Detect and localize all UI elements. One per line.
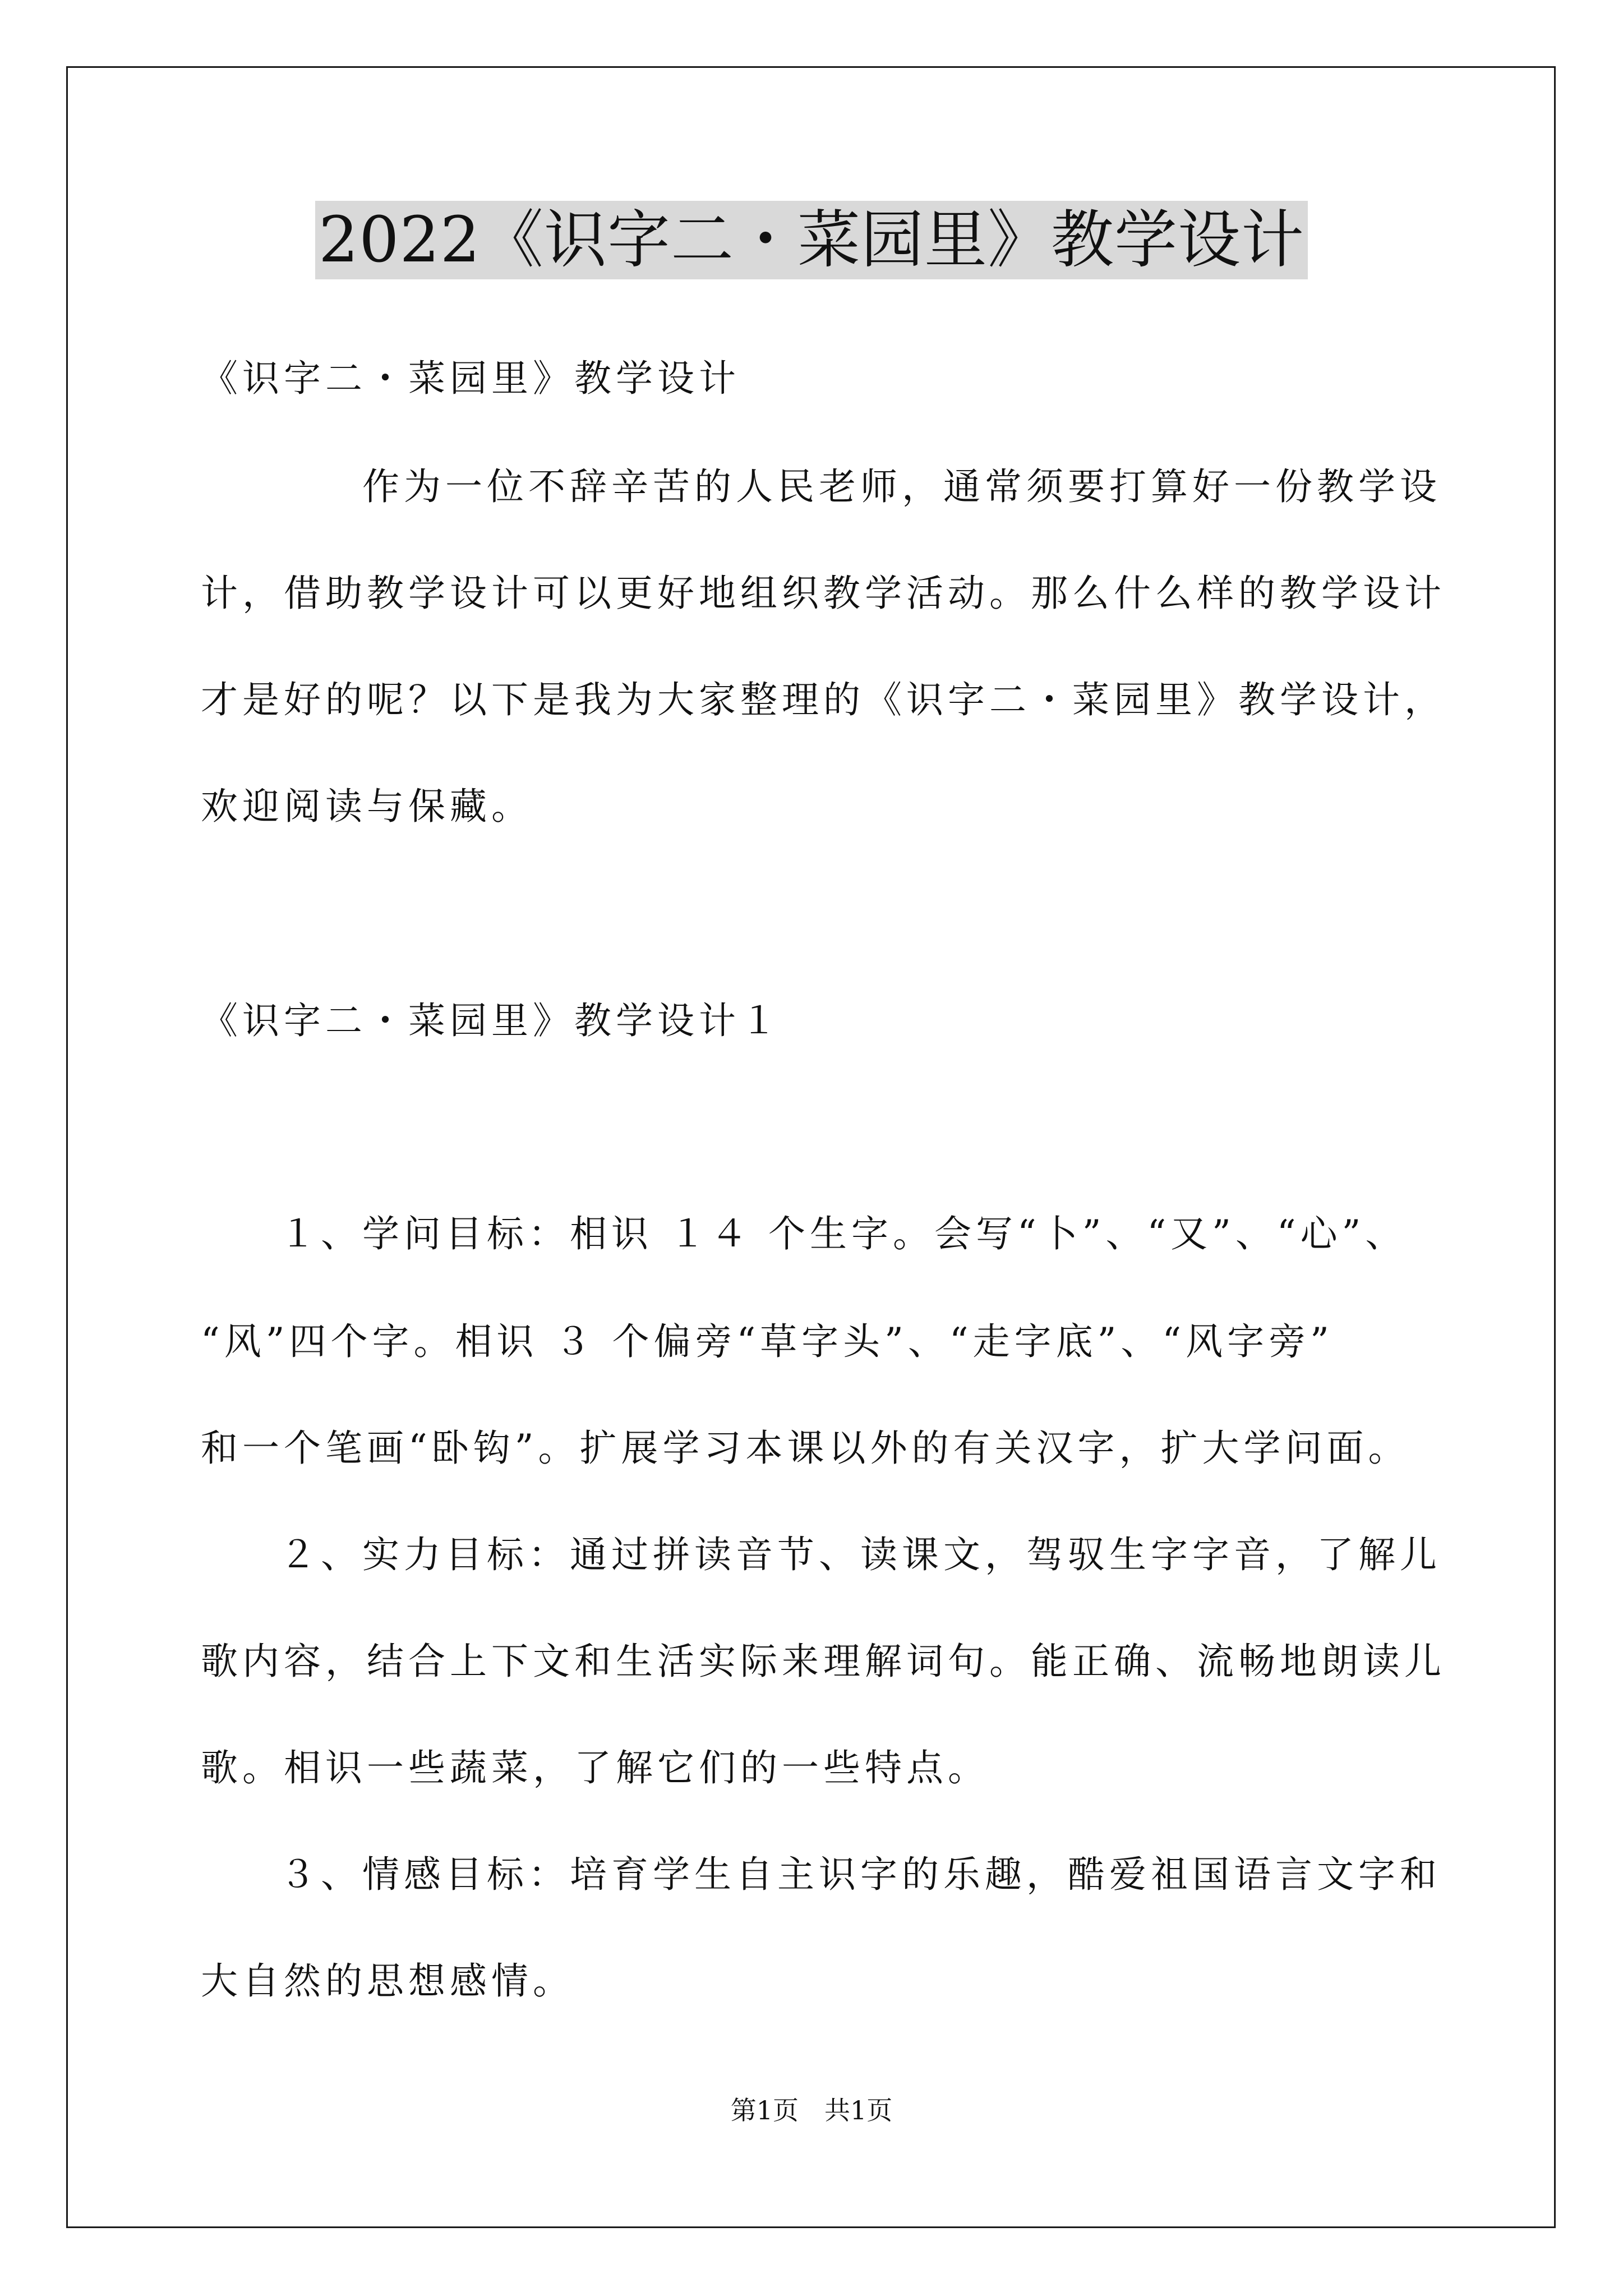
goal1-line-2: “风”四个字。相识 ３ 个偏旁“草字头”、“走字底”、“风字旁” — [201, 1320, 1334, 1363]
goal2-line-2: 歌内容，结合上下文和生活实际来理解词句。能正确、流畅地朗读儿 — [201, 1640, 1446, 1683]
goal3-line-2: 大自然的思想感情。 — [201, 1959, 574, 2003]
document-title: 2022《识字二・菜园里》教学设计 — [315, 201, 1308, 279]
intro-line-3: 才是好的呢？以下是我为大家整理的《识字二・菜园里》教学设计， — [201, 678, 1446, 721]
goal2-line-3: 歌。相识一些蔬菜，了解它们的一些特点。 — [201, 1746, 989, 1789]
section-heading: 《识字二・菜园里》教学设计１ — [201, 999, 782, 1042]
goal2-line-1: ２、实力目标：通过拼读音节、读课文，驾驭生字字音，了解儿 — [279, 1533, 1441, 1576]
title-container — [0, 201, 1623, 279]
intro-line-4: 欢迎阅读与保藏。 — [201, 785, 533, 828]
goal1-line-3: 和一个笔画“卧钩”。扩展学习本课以外的有关汉字，扩大学问面。 — [201, 1427, 1410, 1470]
goal1-line-1: １、学问目标：相识 １４ 个生字。会写“卜”、“又”、“心”、 — [279, 1212, 1407, 1255]
intro-line-2: 计，借助教学设计可以更好地组织教学活动。那么什么样的教学设计 — [201, 572, 1446, 615]
document-heading: 《识字二・菜园里》教学设计 — [201, 357, 740, 400]
page-footer: 第1页 共1页 — [730, 2095, 893, 2125]
goal3-line-1: ３、情感目标：培育学生自主识字的乐趣，酷爱祖国语言文字和 — [279, 1853, 1441, 1896]
intro-line-1: 作为一位不辞辛苦的人民老师，通常须要打算好一份教学设 — [362, 465, 1441, 508]
